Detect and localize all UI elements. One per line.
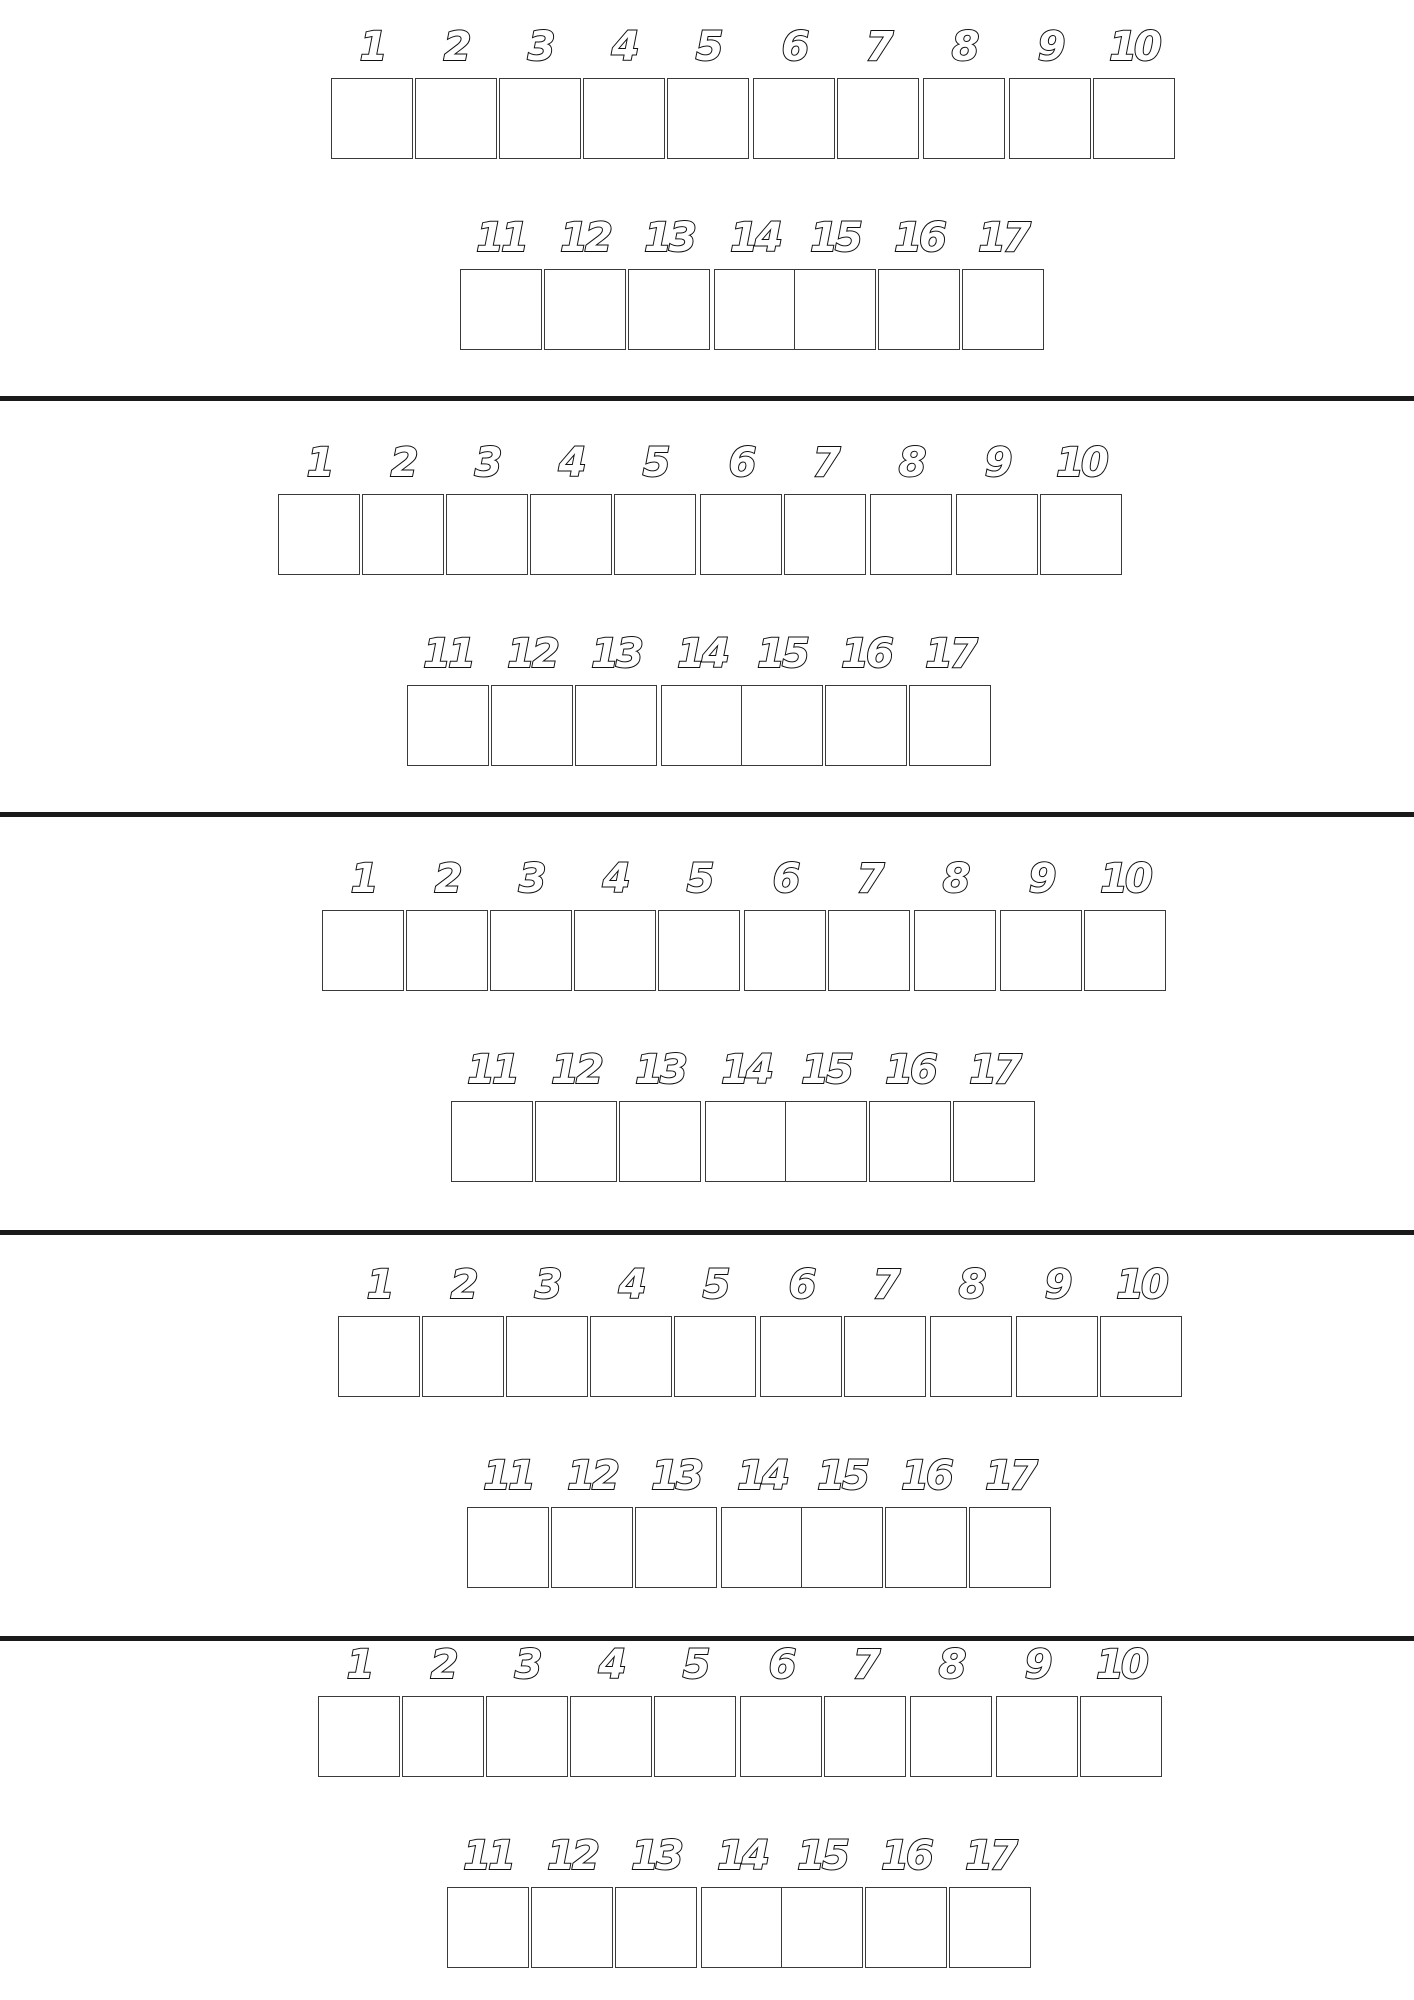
- answer-box[interactable]: [1000, 910, 1082, 991]
- cell-number-label: 16: [841, 631, 891, 677]
- cell-number-label: 3: [514, 1642, 540, 1688]
- answer-box[interactable]: [499, 78, 581, 159]
- cell-number-label: 3: [474, 440, 500, 486]
- cell-number-label: 12: [567, 1453, 617, 1499]
- answer-box[interactable]: [491, 685, 573, 766]
- answer-box[interactable]: [781, 1887, 863, 1968]
- cell-number-label: 12: [551, 1047, 601, 1093]
- answer-box[interactable]: [870, 494, 952, 575]
- number-row-row2: [460, 213, 1360, 353]
- cell-number-label: 4: [611, 24, 637, 70]
- answer-box[interactable]: [909, 685, 991, 766]
- cell-number-label: 7: [812, 440, 838, 486]
- answer-box[interactable]: [667, 78, 749, 159]
- answer-box[interactable]: [705, 1101, 787, 1182]
- answer-box[interactable]: [530, 494, 612, 575]
- answer-box[interactable]: [956, 494, 1038, 575]
- answer-cell: [969, 1451, 1109, 1591]
- answer-box[interactable]: [362, 494, 444, 575]
- cell-number-label: 10: [1096, 1642, 1146, 1688]
- cell-number-label: 6: [772, 856, 798, 902]
- answer-box[interactable]: [741, 685, 823, 766]
- cell-number-label: 15: [797, 1833, 847, 1879]
- answer-box[interactable]: [531, 1887, 613, 1968]
- cell-number-label: 9: [984, 440, 1010, 486]
- answer-box[interactable]: [460, 269, 542, 350]
- answer-box[interactable]: [1016, 1316, 1098, 1397]
- answer-box[interactable]: [278, 494, 360, 575]
- cell-number-label: 10: [1109, 24, 1159, 70]
- cell-number-label: 2: [390, 440, 416, 486]
- cell-number-label: 2: [430, 1642, 456, 1688]
- cell-number-label: 17: [965, 1833, 1015, 1879]
- cell-number-label: 14: [721, 1047, 771, 1093]
- cell-number-label: 4: [618, 1262, 644, 1308]
- cell-number-label: 15: [817, 1453, 867, 1499]
- cell-number-label: 9: [1037, 24, 1063, 70]
- answer-box[interactable]: [962, 269, 1044, 350]
- cell-number-label: 5: [695, 24, 721, 70]
- answer-box[interactable]: [969, 1507, 1051, 1588]
- answer-box[interactable]: [551, 1507, 633, 1588]
- answer-box[interactable]: [910, 1696, 992, 1777]
- cell-number-label: 8: [958, 1262, 984, 1308]
- answer-box[interactable]: [828, 910, 910, 991]
- answer-box[interactable]: [949, 1887, 1031, 1968]
- cell-number-label: 4: [558, 440, 584, 486]
- cell-number-label: 6: [768, 1642, 794, 1688]
- answer-box[interactable]: [635, 1507, 717, 1588]
- cell-number-label: 5: [682, 1642, 708, 1688]
- answer-box[interactable]: [628, 269, 710, 350]
- cell-number-label: 11: [467, 1047, 517, 1093]
- answer-box[interactable]: [837, 78, 919, 159]
- answer-box[interactable]: [869, 1101, 951, 1182]
- answer-box[interactable]: [701, 1887, 783, 1968]
- cell-number-label: 13: [631, 1833, 681, 1879]
- cell-number-label: 15: [810, 215, 860, 261]
- answer-box[interactable]: [824, 1696, 906, 1777]
- answer-box[interactable]: [661, 685, 743, 766]
- cell-number-label: 4: [598, 1642, 624, 1688]
- cell-number-label: 11: [463, 1833, 513, 1879]
- cell-number-label: 4: [602, 856, 628, 902]
- answer-box[interactable]: [570, 1696, 652, 1777]
- answer-cell: [1100, 1260, 1240, 1400]
- cell-number-label: 13: [644, 215, 694, 261]
- answer-box[interactable]: [885, 1507, 967, 1588]
- cell-number-label: 13: [591, 631, 641, 677]
- cell-number-label: 1: [366, 1262, 392, 1308]
- cell-number-label: 11: [483, 1453, 533, 1499]
- answer-cell: [949, 1831, 1089, 1971]
- answer-box[interactable]: [760, 1316, 842, 1397]
- cell-number-label: 15: [801, 1047, 851, 1093]
- answer-box[interactable]: [714, 269, 796, 350]
- answer-cell: [953, 1045, 1093, 1185]
- answer-box[interactable]: [654, 1696, 736, 1777]
- answer-box[interactable]: [744, 910, 826, 991]
- answer-box[interactable]: [338, 1316, 420, 1397]
- cell-number-label: 1: [306, 440, 332, 486]
- cell-number-label: 14: [717, 1833, 767, 1879]
- cell-number-label: 14: [730, 215, 780, 261]
- answer-box[interactable]: [583, 78, 665, 159]
- cell-number-label: 12: [560, 215, 610, 261]
- cell-number-label: 17: [925, 631, 975, 677]
- strip-divider: [0, 396, 1414, 401]
- answer-box[interactable]: [614, 494, 696, 575]
- answer-box[interactable]: [1080, 1696, 1162, 1777]
- answer-box[interactable]: [422, 1316, 504, 1397]
- answer-box[interactable]: [590, 1316, 672, 1397]
- answer-box[interactable]: [322, 910, 404, 991]
- cell-number-label: 16: [881, 1833, 931, 1879]
- answer-box[interactable]: [674, 1316, 756, 1397]
- number-row-row2: [451, 1045, 1351, 1185]
- answer-box[interactable]: [801, 1507, 883, 1588]
- cell-number-label: 16: [885, 1047, 935, 1093]
- cell-number-label: 7: [872, 1262, 898, 1308]
- cell-number-label: 17: [969, 1047, 1019, 1093]
- cell-number-label: 17: [978, 215, 1028, 261]
- cell-number-label: 13: [651, 1453, 701, 1499]
- strip-divider: [0, 1230, 1414, 1235]
- cell-number-label: 13: [635, 1047, 685, 1093]
- answer-cell: [1080, 1640, 1220, 1780]
- answer-box[interactable]: [914, 910, 996, 991]
- answer-box[interactable]: [930, 1316, 1012, 1397]
- cell-number-label: 9: [1024, 1642, 1050, 1688]
- number-row-row1: [331, 22, 1231, 162]
- cell-number-label: 1: [350, 856, 376, 902]
- cell-number-label: 11: [476, 215, 526, 261]
- cell-number-label: 7: [852, 1642, 878, 1688]
- cell-number-label: 6: [781, 24, 807, 70]
- answer-box[interactable]: [700, 494, 782, 575]
- answer-box[interactable]: [878, 269, 960, 350]
- number-row-row1: [278, 438, 1178, 578]
- answer-box[interactable]: [784, 494, 866, 575]
- cell-number-label: 6: [788, 1262, 814, 1308]
- cell-number-label: 10: [1100, 856, 1150, 902]
- answer-box[interactable]: [490, 910, 572, 991]
- answer-box[interactable]: [415, 78, 497, 159]
- cell-number-label: 8: [951, 24, 977, 70]
- cell-number-label: 2: [450, 1262, 476, 1308]
- answer-box[interactable]: [544, 269, 626, 350]
- cell-number-label: 15: [757, 631, 807, 677]
- number-row-row1: [318, 1640, 1218, 1780]
- cell-number-label: 14: [677, 631, 727, 677]
- cell-number-label: 2: [434, 856, 460, 902]
- cell-number-label: 3: [518, 856, 544, 902]
- answer-box[interactable]: [923, 78, 1005, 159]
- answer-box[interactable]: [575, 685, 657, 766]
- answer-box[interactable]: [446, 494, 528, 575]
- answer-box[interactable]: [953, 1101, 1035, 1182]
- answer-box[interactable]: [615, 1887, 697, 1968]
- answer-box[interactable]: [406, 910, 488, 991]
- answer-cell: [962, 213, 1102, 353]
- answer-box[interactable]: [844, 1316, 926, 1397]
- answer-box[interactable]: [794, 269, 876, 350]
- cell-number-label: 3: [527, 24, 553, 70]
- answer-cell: [909, 629, 1049, 769]
- answer-box[interactable]: [407, 685, 489, 766]
- answer-cell: [1084, 854, 1224, 994]
- answer-box[interactable]: [486, 1696, 568, 1777]
- cell-number-label: 5: [642, 440, 668, 486]
- answer-box[interactable]: [1084, 910, 1166, 991]
- answer-cell: [1093, 22, 1233, 162]
- answer-box[interactable]: [467, 1507, 549, 1588]
- number-row-row2: [407, 629, 1307, 769]
- answer-box[interactable]: [658, 910, 740, 991]
- cell-number-label: 5: [686, 856, 712, 902]
- number-row-row1: [338, 1260, 1238, 1400]
- strip-divider: [0, 1636, 1414, 1641]
- answer-box[interactable]: [753, 78, 835, 159]
- strip-divider: [0, 812, 1414, 817]
- cell-number-label: 14: [737, 1453, 787, 1499]
- cell-number-label: 17: [985, 1453, 1035, 1499]
- answer-box[interactable]: [1093, 78, 1175, 159]
- number-row-row2: [467, 1451, 1367, 1591]
- cell-number-label: 16: [894, 215, 944, 261]
- answer-box[interactable]: [574, 910, 656, 991]
- cell-number-label: 1: [346, 1642, 372, 1688]
- answer-box[interactable]: [402, 1696, 484, 1777]
- number-row-row1: [322, 854, 1222, 994]
- cell-number-label: 12: [547, 1833, 597, 1879]
- cell-number-label: 9: [1044, 1262, 1070, 1308]
- answer-box[interactable]: [619, 1101, 701, 1182]
- cell-number-label: 3: [534, 1262, 560, 1308]
- cell-number-label: 2: [443, 24, 469, 70]
- number-row-row2: [447, 1831, 1347, 1971]
- cell-number-label: 8: [938, 1642, 964, 1688]
- answer-box[interactable]: [331, 78, 413, 159]
- answer-box[interactable]: [506, 1316, 588, 1397]
- answer-box[interactable]: [785, 1101, 867, 1182]
- cell-number-label: 5: [702, 1262, 728, 1308]
- answer-box[interactable]: [721, 1507, 803, 1588]
- answer-box[interactable]: [535, 1101, 617, 1182]
- answer-box[interactable]: [740, 1696, 822, 1777]
- cell-number-label: 8: [898, 440, 924, 486]
- cell-number-label: 11: [423, 631, 473, 677]
- cell-number-label: 1: [359, 24, 385, 70]
- answer-cell: [1040, 438, 1180, 578]
- cell-number-label: 16: [901, 1453, 951, 1499]
- answer-box[interactable]: [1100, 1316, 1182, 1397]
- cell-number-label: 8: [942, 856, 968, 902]
- answer-box[interactable]: [825, 685, 907, 766]
- cell-number-label: 10: [1056, 440, 1106, 486]
- answer-box[interactable]: [451, 1101, 533, 1182]
- answer-box[interactable]: [1040, 494, 1122, 575]
- cell-number-label: 7: [856, 856, 882, 902]
- cell-number-label: 12: [507, 631, 557, 677]
- cell-number-label: 6: [728, 440, 754, 486]
- answer-box[interactable]: [1009, 78, 1091, 159]
- answer-box[interactable]: [865, 1887, 947, 1968]
- cell-number-label: 10: [1116, 1262, 1166, 1308]
- answer-box[interactable]: [318, 1696, 400, 1777]
- answer-box[interactable]: [996, 1696, 1078, 1777]
- cell-number-label: 9: [1028, 856, 1054, 902]
- answer-box[interactable]: [447, 1887, 529, 1968]
- cell-number-label: 7: [865, 24, 891, 70]
